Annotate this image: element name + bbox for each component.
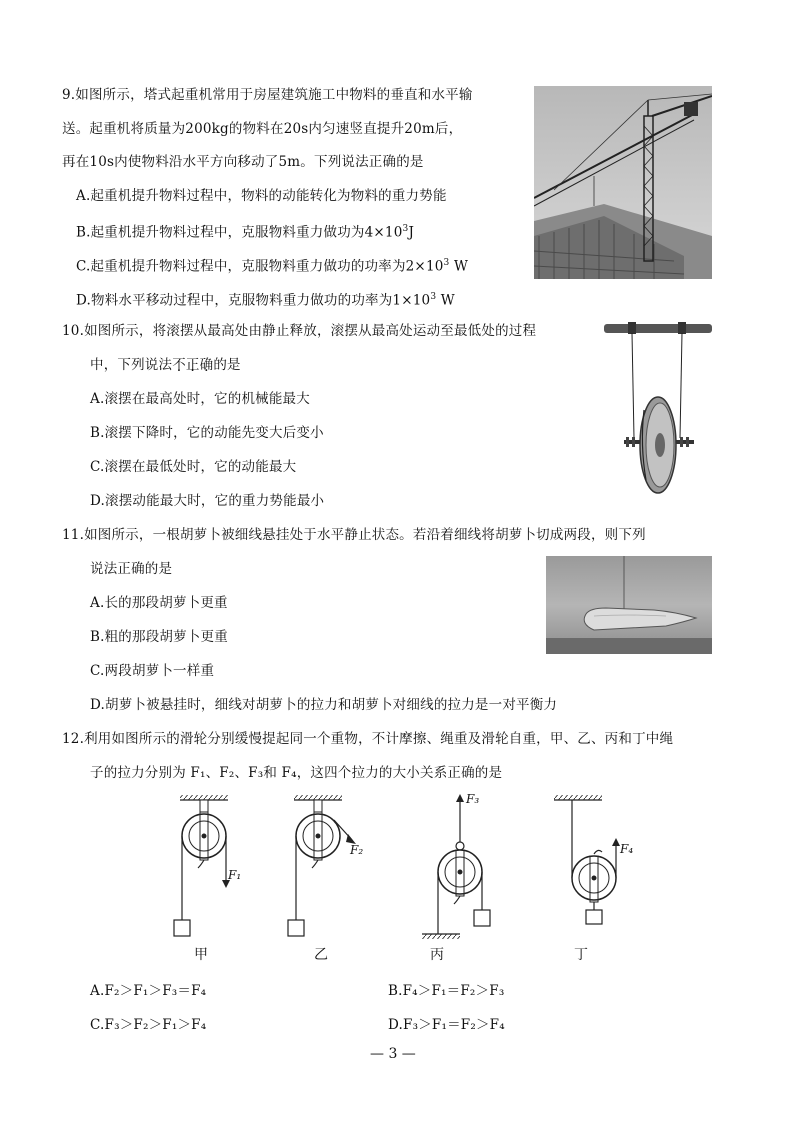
- q9-option-a: A.起重机提升物料过程中，物料的动能转化为物料的重力势能: [76, 188, 447, 204]
- q9-option-b: B.起重机提升物料过程中，克服物料重力做功为$4\times 10^3J$: [76, 224, 415, 241]
- caption-jia: 甲: [194, 947, 208, 963]
- pendulum-photo: [604, 320, 712, 510]
- q9-option-c: C.起重机提升物料过程中，克服物料重力做功的功率为$2\times 10^3$ W: [76, 258, 469, 275]
- q10-option-a: A.滚摆在最高处时，它的机械能最大: [90, 391, 310, 407]
- q12-option-d: D.F₃＞F₁＝F₂＞F₄: [388, 1017, 505, 1033]
- page-number: — 3 —: [370, 1046, 416, 1062]
- q9-option-d: D.物料水平移动过程中，克服物料重力做功的功率为$1\times 10^3$ W: [76, 292, 455, 309]
- pulley-yi: [288, 795, 356, 936]
- q11-option-a: A.长的那段胡萝卜更重: [90, 595, 228, 611]
- caption-yi: 乙: [314, 947, 328, 963]
- q12-option-b: B.F₄＞F₁＝F₂＞F₃: [388, 983, 505, 999]
- force-label-f2: F₂: [350, 843, 364, 857]
- q12-option-c: C.F₃＞F₂＞F₁＞F₄: [90, 1017, 207, 1033]
- q10-option-c: C.滚摆在最低处时，它的动能最大: [90, 459, 297, 475]
- q10-option-d: D.滚摆动能最大时，它的重力势能最小: [90, 493, 325, 509]
- q12-line1: 12.利用如图所示的滑轮分别缓慢提起同一个重物，不计摩擦、绳重及滑轮自重，甲、乙、丙和丁中绳: [62, 731, 674, 747]
- pulley-ding: [554, 795, 620, 924]
- q9-line3: 再在10s内使物料沿水平方向移动了5m。下列说法正确的是: [62, 154, 424, 170]
- pulley-bing: [422, 794, 490, 939]
- q10-option-b: B.滚摆下降时，它的动能先变大后变小: [90, 425, 324, 441]
- q11-option-b: B.粗的那段胡萝卜更重: [90, 629, 228, 645]
- carrot-photo: [546, 556, 712, 654]
- q11-option-d: D.胡萝卜被悬挂时，细线对胡萝卜的拉力和胡萝卜对细线的拉力是一对平衡力: [90, 697, 558, 713]
- q10-line1: 10.如图所示，将滚摆从最高处由静止释放，滚摆从最高处运动至最低处的过程: [62, 323, 537, 339]
- force-label-f4: F₄: [620, 842, 634, 856]
- q11-line2: 说法正确的是: [90, 561, 173, 577]
- crane-photo: [534, 86, 712, 279]
- q11-line1: 11.如图所示，一根胡萝卜被细线悬挂处于水平静止状态。若沿着细线将胡萝卜切成两段，则下列: [62, 527, 646, 543]
- q9-line2: 送。起重机将质量为200kg的物料在20s内匀速竖直提升20m后，: [62, 121, 463, 137]
- q11-option-c: C.两段胡萝卜一样重: [90, 663, 215, 679]
- pulley-jia: [174, 795, 230, 936]
- force-label-f3: F₃: [466, 792, 480, 806]
- q12-option-a: A.F₂＞F₁＞F₃＝F₄: [90, 983, 207, 999]
- q9-line1: 9.如图所示，塔式起重机常用于房屋建筑施工中物料的垂直和水平输: [62, 87, 473, 103]
- caption-ding: 丁: [574, 947, 588, 963]
- q12-line2: 子的拉力分别为 F₁、F₂、F₃和 F₄，这四个拉力的大小关系正确的是: [90, 765, 503, 781]
- q10-line2: 中，下列说法不正确的是: [90, 357, 241, 373]
- force-label-f1: F₁: [228, 868, 242, 882]
- caption-bing: 丙: [430, 947, 444, 963]
